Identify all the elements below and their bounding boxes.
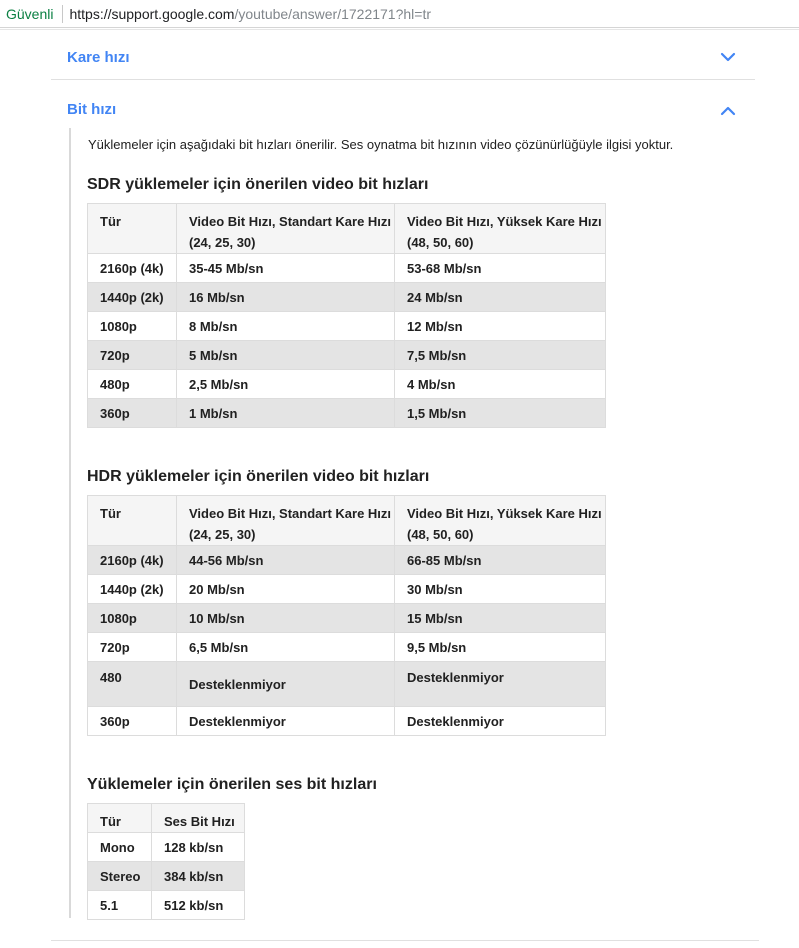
hdr-section-title: HDR yüklemeler için önerilen video bit hızları: [87, 468, 430, 485]
table-header-row: [88, 496, 606, 546]
table-cell: 7,5 Mb/sn: [395, 341, 606, 370]
table-cell: Desteklenmiyor: [177, 707, 395, 736]
table-row: [88, 370, 606, 399]
table-cell: 15 Mb/sn: [395, 604, 606, 633]
table-row: [88, 662, 606, 707]
chevron-down-icon: [719, 48, 737, 66]
table-cell: 44-56 Mb/sn: [177, 546, 395, 575]
table-cell: 1440p (2k): [88, 283, 177, 312]
table-cell: 720p: [88, 633, 177, 662]
audio-section-title: Yüklemeler için önerilen ses bit hızları: [87, 776, 377, 793]
table-cell: 1440p (2k): [88, 575, 177, 604]
table-cell: 20 Mb/sn: [177, 575, 395, 604]
table-cell: 6,5 Mb/sn: [177, 633, 395, 662]
table-cell: 10 Mb/sn: [177, 604, 395, 633]
table-cell: 1,5 Mb/sn: [395, 399, 606, 428]
table-header-cell: Ses Bit Hızı: [152, 804, 245, 833]
accordion-frame-rate-title: Kare hızı: [67, 48, 130, 66]
table-header-cell: Tür: [88, 804, 152, 833]
table-cell: Desteklenmiyor: [395, 662, 606, 707]
table-cell: 5 Mb/sn: [177, 341, 395, 370]
table-row: [88, 312, 606, 341]
url-host: https://support.google.com: [69, 5, 235, 22]
sdr-bitrate-table: [87, 203, 606, 428]
accordion-bottom-divider: [51, 940, 759, 941]
table-header-row: [88, 204, 606, 254]
sdr-section-title: SDR yüklemeler için önerilen video bit hızları: [87, 176, 429, 193]
bitrate-panel: [69, 128, 761, 918]
table-cell: 66-85 Mb/sn: [395, 546, 606, 575]
table-cell: 16 Mb/sn: [177, 283, 395, 312]
table-cell: 720p: [88, 341, 177, 370]
table-row: [88, 546, 606, 575]
table-cell: 512 kb/sn: [152, 891, 245, 920]
address-bar[interactable]: [0, 0, 799, 28]
table-cell: 35-45 Mb/sn: [177, 254, 395, 283]
table-row: [88, 254, 606, 283]
table-row: [88, 399, 606, 428]
table-cell: 384 kb/sn: [152, 862, 245, 891]
table-cell: Desteklenmiyor: [177, 662, 395, 707]
table-cell: Stereo: [88, 862, 152, 891]
table-row: [88, 891, 245, 920]
table-row: [88, 575, 606, 604]
table-cell: 480p: [88, 370, 177, 399]
table-row: [88, 833, 245, 862]
table-cell: 480: [88, 662, 177, 707]
accordion-divider: [51, 79, 755, 80]
table-row: [88, 633, 606, 662]
table-cell: 2,5 Mb/sn: [177, 370, 395, 399]
table-cell: 24 Mb/sn: [395, 283, 606, 312]
table-header-cell: Tür: [88, 204, 177, 254]
table-cell: Desteklenmiyor: [395, 707, 606, 736]
table-header-cell: Video Bit Hızı, Standart Kare Hızı (24, 25, 30): [177, 204, 395, 254]
table-cell: 1080p: [88, 312, 177, 341]
table-row: [88, 707, 606, 736]
table-cell: 8 Mb/sn: [177, 312, 395, 341]
table-row: [88, 604, 606, 633]
table-header-cell: Video Bit Hızı, Yüksek Kare Hızı (48, 50, 60): [395, 204, 606, 254]
accordion-bitrate-title: Bit hızı: [67, 100, 117, 118]
table-cell: 53-68 Mb/sn: [395, 254, 606, 283]
table-cell: 12 Mb/sn: [395, 312, 606, 341]
table-header-cell: Video Bit Hızı, Yüksek Kare Hızı (48, 50, 60): [395, 496, 606, 546]
table-cell: 360p: [88, 399, 177, 428]
table-cell: Mono: [88, 833, 152, 862]
table-cell: 30 Mb/sn: [395, 575, 606, 604]
table-cell: 2160p (4k): [88, 546, 177, 575]
audio-bitrate-table: [87, 803, 245, 920]
address-bar-separator: [62, 5, 63, 23]
url-path: /youtube/answer/1722171?hl=tr: [234, 5, 432, 22]
table-header-row: [88, 804, 245, 833]
table-cell: 5.1: [88, 891, 152, 920]
table-row: [88, 862, 245, 891]
chevron-up-icon: [719, 102, 737, 120]
table-cell: 360p: [88, 707, 177, 736]
secure-label: Güvenli: [6, 5, 54, 22]
table-row: [88, 341, 606, 370]
table-row: [88, 283, 606, 312]
table-header-cell: Video Bit Hızı, Standart Kare Hızı (24, 25, 30): [177, 496, 395, 546]
table-cell: 9,5 Mb/sn: [395, 633, 606, 662]
table-cell: 1 Mb/sn: [177, 399, 395, 428]
accordion-frame-rate[interactable]: [51, 30, 755, 84]
hdr-bitrate-table: [87, 495, 606, 736]
table-cell: 4 Mb/sn: [395, 370, 606, 399]
table-cell: 1080p: [88, 604, 177, 633]
intro-text: Yüklemeler için aşağıdaki bit hızları önerilir. Ses oynatma bit hızının video çözünürlüğüyle ilgisi yoktur.: [88, 137, 674, 152]
table-cell: 128 kb/sn: [152, 833, 245, 862]
table-cell: 2160p (4k): [88, 254, 177, 283]
table-header-cell: Tür: [88, 496, 177, 546]
